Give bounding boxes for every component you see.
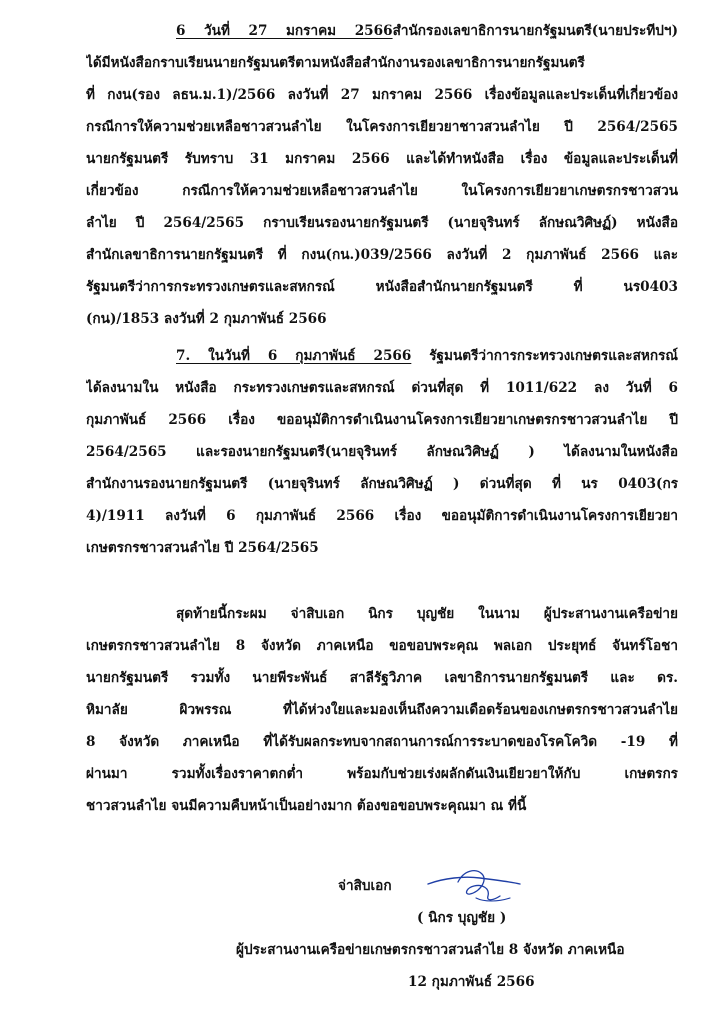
signature-date: 12 กุมภาพันธ์ 2566 [408,974,535,990]
paragraph-7-line: เกษตรกรชาวสวนลำไย ปี 2564/2565 [86,540,319,556]
closing-line: เกษตรกรชาวสวนลำไย 8 จังหวัด ภาคเหนือ ขอขอบพระคุณ พลเอก ประยุทธ์ จันทร์โอชา [86,638,678,654]
signature-title: ผู้ประสานงานเครือข่ายเกษตรกรชาวสวนลำไย 8 จังหวัด ภาคเหนือ [236,942,625,958]
paragraph-6-line: รัฐมนตรีว่าการกระทรวงเกษตรและสหกรณ์ หนังสือสำนักนายกรัฐมนตรี ที่ นร0403 [86,279,678,295]
signature-name: ( นิกร บุญชัย ) [417,910,507,926]
closing-line: นายกรัฐมนตรี รวมทั้ง นายพีระพันธ์ สาลีรัฐวิภาค เลขาธิการนายกรัฐมนตรี และ ดร. [86,670,678,686]
paragraph-7-line: ได้ลงนามใน หนังสือ กระทรวงเกษตรและสหกรณ์ ด่วนที่สุด ที่ 1011/622 ลง วันที่ 6 [86,380,678,396]
paragraph-6-line: เกี่ยวข้อง กรณีการให้ความช่วยเหลือชาวสวนลำไย ในโครงการเยียวยาเกษตรกรชาวสวน [86,183,678,199]
closing-line: สุดท้ายนี้กระผม จ่าสิบเอก นิกร บุญชัย ในนาม ผู้ประสานงานเครือข่าย [176,606,678,622]
paragraph-7-line: 4)/1911 ลงวันที่ 6 กุมภาพันธ์ 2566 เรื่อง ขออนุมัติการดำเนินงานโครงการเยียวยา [86,508,678,524]
closing-line: 8 จังหวัด ภาคเหนือ ที่ได้รับผลกระทบจากสถานการณ์การระบาดของโรคโควิด -19 ที่ [86,734,678,750]
paragraph-6-line: (กน)/1853 ลงวันที่ 2 กุมภาพันธ์ 2566 [86,311,327,327]
paragraph-7-text: รัฐมนตรีว่าการกระทรวงเกษตรและสหกรณ์ [411,348,678,364]
paragraph-6-line: นายกรัฐมนตรี รับทราบ 31 มกราคม 2566 และได้ทำหนังสือ เรื่อง ข้อมูลและประเด็นที่ [86,151,678,167]
paragraph-6-text: สำนักรองเลขาธิการนายกรัฐมนตรี(นายประทีปฯ) [392,23,678,39]
paragraph-6-line: ได้มีหนังสือกราบเรียนนายกรัฐมนตรีตามหนังสือสำนักงานรองเลขาธิการนายกรัฐมนตรี [86,55,585,71]
closing-line: ชาวสวนลำไย จนมีความคืบหน้าเป็นอย่างมาก ต้องขอขอบพระคุณมา ณ ที่นี้ [86,798,527,814]
paragraph-6-heading: 6 วันที่ 27 มกราคม 2566 [176,23,393,39]
paragraph-7-heading: 7. ในวันที่ 6 กุมภาพันธ์ 2566 [176,348,412,364]
paragraph-6-line: ลำไย ปี 2564/2565 กราบเรียนรองนายกรัฐมนตรี (นายจุรินทร์ ลักษณวิศิษฏ์) หนังสือ [86,215,678,231]
closing-line: หิมาลัย ผิวพรรณ ที่ได้ห่วงใยและมองเห็นถึงความเดือดร้อนของเกษตรกรชาวสวนลำไย [86,702,678,718]
paragraph-7-line: กุมภาพันธ์ 2566 เรื่อง ขออนุมัติการดำเนินงานโครงการเยียวยาเกษตรกรชาวสวนลำไย ปี [86,412,678,428]
paragraph-6-line: ที่ กงน(รอง ลธน.ม.1)/2566 ลงวันที่ 27 มกราคม 2566 เรื่องข้อมูลและประเด็นที่เกี่ยวข้อง [86,87,678,103]
paragraph-7-line: 2564/2565 และรองนายกรัฐมนตรี(นายจุรินทร์ ลักษณวิศิษฏ์ ) ได้ลงนามในหนังสือ [86,444,678,460]
signature-rank: จ่าสิบเอก [338,878,392,894]
closing-line: ผ่านมา รวมทั้งเรื่องราคาตกต่ำ พร้อมกับช่วยเร่งผลักดันเงินเยียวยาให้กับ เกษตรกร [86,766,678,782]
paragraph-6-line: สำนักเลขาธิการนายกรัฐมนตรี ที่ กงน(กน.)039/2566 ลงวันที่ 2 กุมภาพันธ์ 2566 และ [86,247,678,263]
paragraph-6-line: กรณีการให้ความช่วยเหลือชาวสวนลำไย ในโครงการเยียวยาชาวสวนลำไย ปี 2564/2565 [86,119,678,135]
paragraph-7-line: สำนักงานรองนายกรัฐมนตรี (นายจุรินทร์ ลักษณวิศิษฏ์ ) ด่วนที่สุด ที่ นร 0403(กร [86,476,678,492]
handwritten-signature [424,862,524,908]
